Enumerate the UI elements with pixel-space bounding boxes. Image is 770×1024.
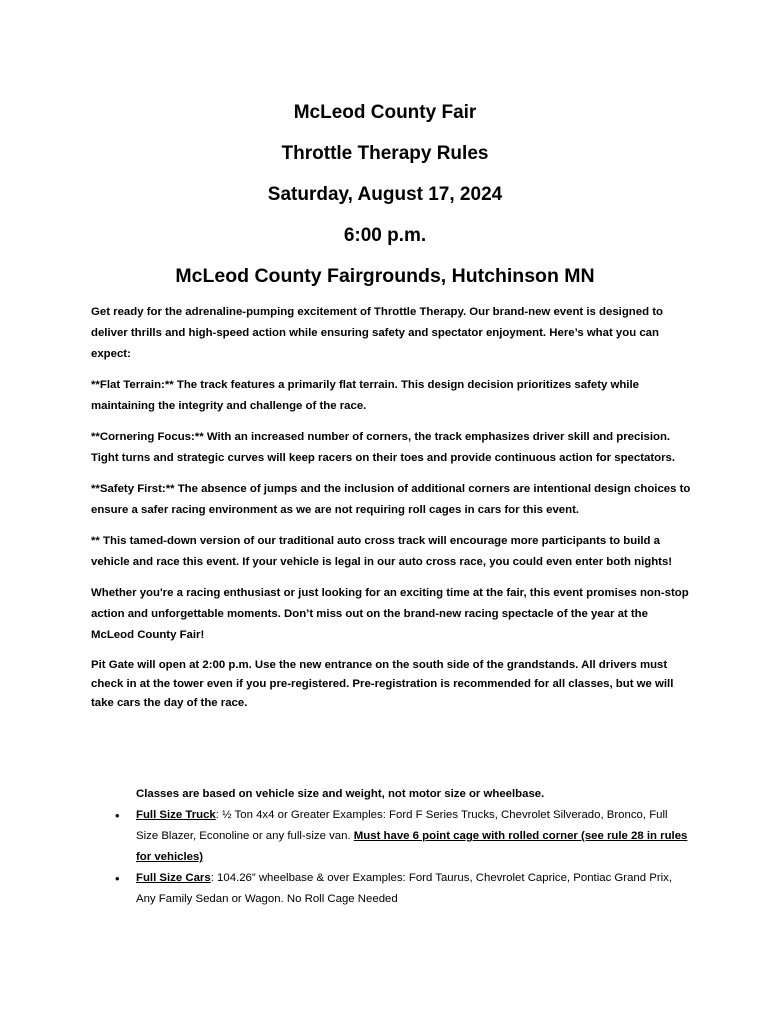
bullet-icon: • — [115, 871, 120, 886]
document-body — [91, 302, 691, 723]
tamed-down-paragraph: ** This tamed-down version of our traditional auto cross track will encourage more participants to build a vehicle and race this event. If your vehicle is legal in our auto cross race, you could even enter both nights! — [91, 535, 673, 568]
class-name: Full Size Truck — [136, 809, 216, 821]
event-time: 6:00 p.m. — [343, 225, 427, 246]
safety-paragraph: **Safety First:** The absence of jumps and the inclusion of additional corners are intentional design choices to ensure a safer racing environment as we are not requiring roll cages in cars for this event. — [91, 483, 691, 516]
event-date: Saturday, August 17, 2024 — [267, 184, 503, 205]
bullet-icon: • — [115, 808, 120, 823]
whether-paragraph: Whether you're a racing enthusiast or just looking for an exciting time at the fair, this event promises non-stop action and unforgettable moments. Don’t miss out on the brand-new racing spectacle of the year at the McLeod County Fair! — [91, 587, 689, 641]
classes-intro: Classes are based on vehicle size and weight, not motor size or wheelbase. — [136, 788, 545, 800]
class-requirement: Must have 6 point cage with rolled corner (see rule 28 in rules for vehicles) — [136, 830, 688, 863]
class-item-full-size-truck — [91, 805, 691, 868]
pit-gate-paragraph: Pit Gate will open at 2:00 p.m. Use the new entrance on the south side of the grandstands. All drivers must check in at the tower even if you pre-registered. Pre-registration is recommended for all classes, but we will take cars the day of the race. — [91, 659, 674, 709]
class-name: Full Size Cars — [136, 872, 211, 884]
event-title: Throttle Therapy Rules — [281, 143, 489, 164]
class-description: : 104.26” wheelbase & over Examples: Ford Taurus, Chevrolet Caprice, Pontiac Grand Prix, Any Family Sedan or Wagon. No Roll Cage Needed — [136, 872, 673, 905]
intro-paragraph: Get ready for the adrenaline-pumping excitement of Throttle Therapy. Our brand-new event is designed to deliver thrills and high-speed action while ensuring safety and spectator enjoyment. Here’s what you can expect: — [91, 306, 663, 360]
title-block — [0, 98, 770, 303]
class-list — [91, 805, 691, 910]
event-location: McLeod County Fairgrounds, Hutchinson MN — [175, 265, 595, 287]
classes-section — [91, 784, 691, 910]
cornering-paragraph: **Cornering Focus:** With an increased number of corners, the track emphasizes driver skill and precision. Tight turns and strategic curves will keep racers on their toes and provide continuous action for spectators. — [91, 431, 676, 464]
class-description: : ½ Ton 4x4 or Greater Examples: Ford F Series Trucks, Chevrolet Silverado, Bronco, Full Size Blazer, Econoline or any full-size van. — [136, 809, 668, 842]
flat-terrain-paragraph: **Flat Terrain:** The track features a primarily flat terrain. This design decision prioritizes safety while maintaining the integrity and challenge of the race. — [91, 379, 639, 412]
class-item-full-size-cars — [91, 868, 691, 910]
event-fair-name: McLeod County Fair — [293, 102, 477, 123]
